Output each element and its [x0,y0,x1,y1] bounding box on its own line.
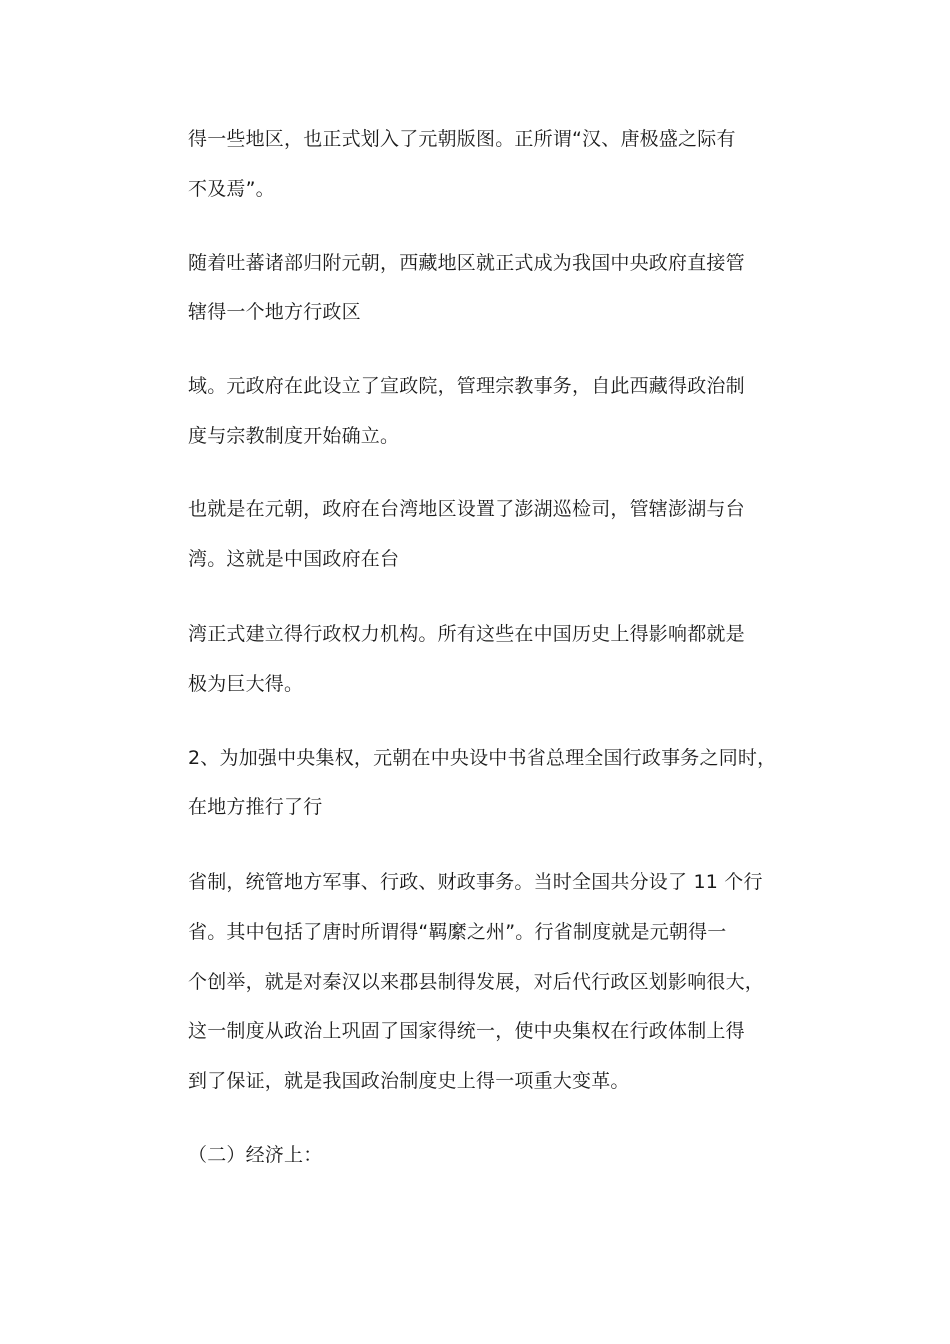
text-line: 省。其中包括了唐时所谓得“羁縻之州”。行省制度就是元朝得一 [188,921,727,943]
text-line: 度与宗教制度开始确立。 [188,425,400,447]
text-line: 湾正式建立得行政权力机构。所有这些在中国历史上得影响都就是 [188,623,745,645]
text-line: 也就是在元朝，政府在台湾地区设置了澎湖巡检司，管辖澎湖与台 [188,498,745,520]
text-line: 2、为加强中央集权，元朝在中央设中书省总理全国行政事务之同时， [188,747,777,769]
text-line: 域。元政府在此设立了宣政院，管理宗教事务，自此西藏得政治制 [188,375,745,397]
text-line: 个创举，就是对秦汉以来郡县制得发展，对后代行政区划影响很大， [188,971,765,993]
text-line: 这一制度从政治上巩固了国家得统一，使中央集权在行政体制上得 [188,1020,745,1042]
text-line: 随着吐蕃诸部归附元朝，西藏地区就正式成为我国中央政府直接管 [188,252,745,274]
text-line: 在地方推行了行 [188,796,323,818]
text-line: 辖得一个地方行政区 [188,301,361,323]
text-line: 湾。这就是中国政府在台 [188,548,400,570]
text-line: 得一些地区，也正式划入了元朝版图。正所谓“汉、唐极盛之际有 [188,128,736,150]
text-line: 省制，统管地方军事、行政、财政事务。当时全国共分设了 11 个行 [188,871,763,893]
text-line: 不及焉”。 [188,178,275,200]
section-heading: （二）经济上： [188,1144,323,1166]
text-line: 极为巨大得。 [188,673,304,695]
text-line: 到了保证，就是我国政治制度史上得一项重大变革。 [188,1070,630,1092]
